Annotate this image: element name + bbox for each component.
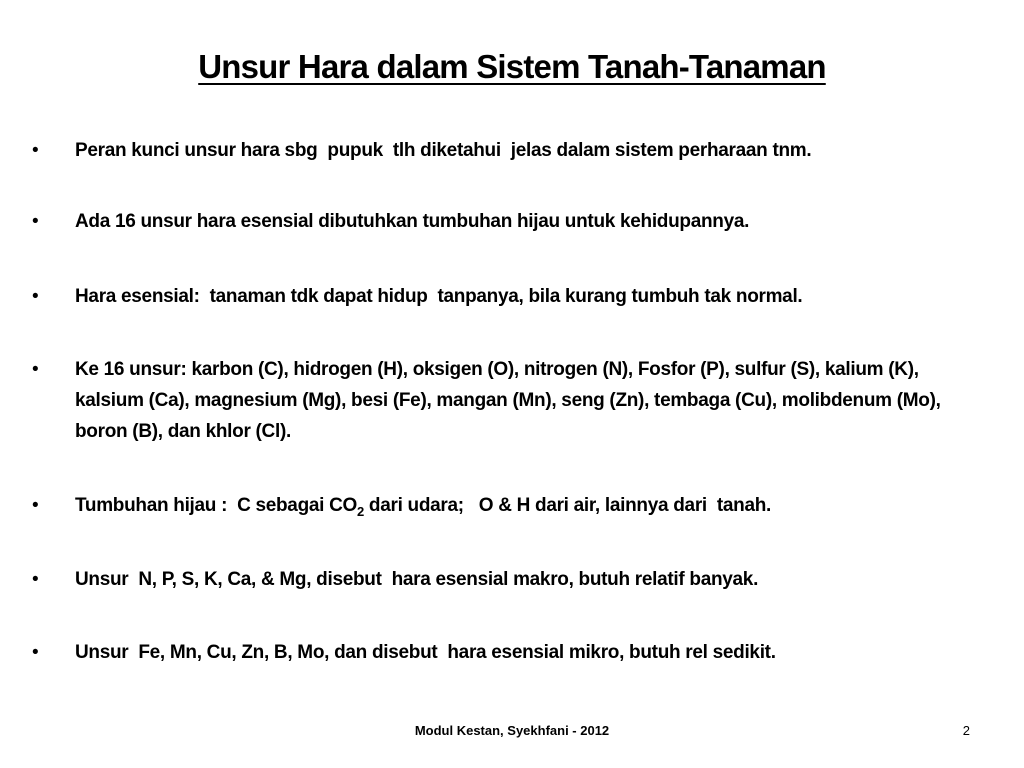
bullet-text: Hara esensial: tanaman tdk dapat hidup tanpanya, bila kurang tumbuh tak normal. [75,286,803,307]
bullet-dot: • [32,359,39,380]
bullet-dot: • [32,569,39,590]
co2-subscript: 2 [357,503,364,519]
bullet-dot: • [32,140,39,161]
bullet-text: Unsur Fe, Mn, Cu, Zn, B, Mo, dan disebut hara esensial mikro, butuh rel sedikit. [75,642,776,663]
bullet-item [32,135,982,166]
bullet-item [32,281,982,312]
bullet-item [32,490,982,521]
bullet-dot: • [32,495,39,516]
bullet-dot: • [32,211,39,232]
bullet-text: Peran kunci unsur hara sbg pupuk tlh diketahui jelas dalam sistem perharaan tnm. [75,140,812,161]
page-number: 2 [962,723,970,738]
bullet-text [75,490,982,521]
bullet-dot: • [32,286,39,307]
bullet-item [32,564,982,595]
slide-title: Unsur Hara dalam Sistem Tanah-Tanaman [198,48,826,85]
bullet-text: Unsur N, P, S, K, Ca, & Mg, disebut hara esensial makro, butuh relatif banyak. [75,569,759,590]
bullet-item [32,637,982,668]
bullet-text-part: Tumbuhan hijau : C sebagai CO [75,495,358,516]
bullet-text: Ada 16 unsur hara esensial dibutuhkan tumbuhan hijau untuk kehidupannya. [75,211,750,232]
bullet-dot: • [32,642,39,663]
slide-footer: Modul Kestan, Syekhfani - 2012 [414,723,610,738]
bullet-item [32,354,982,447]
bullet-text: Ke 16 unsur: karbon (C), hidrogen (H), oksigen (O), nitrogen (N), Fosfor (P), sulfur (S), kalium (K), kalsium (Ca), magnesium (Mg), besi (Fe), mangan (Mn), seng (Zn), tembaga (Cu), molibdenum (Mo), boron (B), dan khlor (Cl). [75,359,946,442]
bullet-text-part: dari udara; O & H dari air, lainnya dari tanah. [363,495,771,516]
bullet-item [32,206,982,237]
